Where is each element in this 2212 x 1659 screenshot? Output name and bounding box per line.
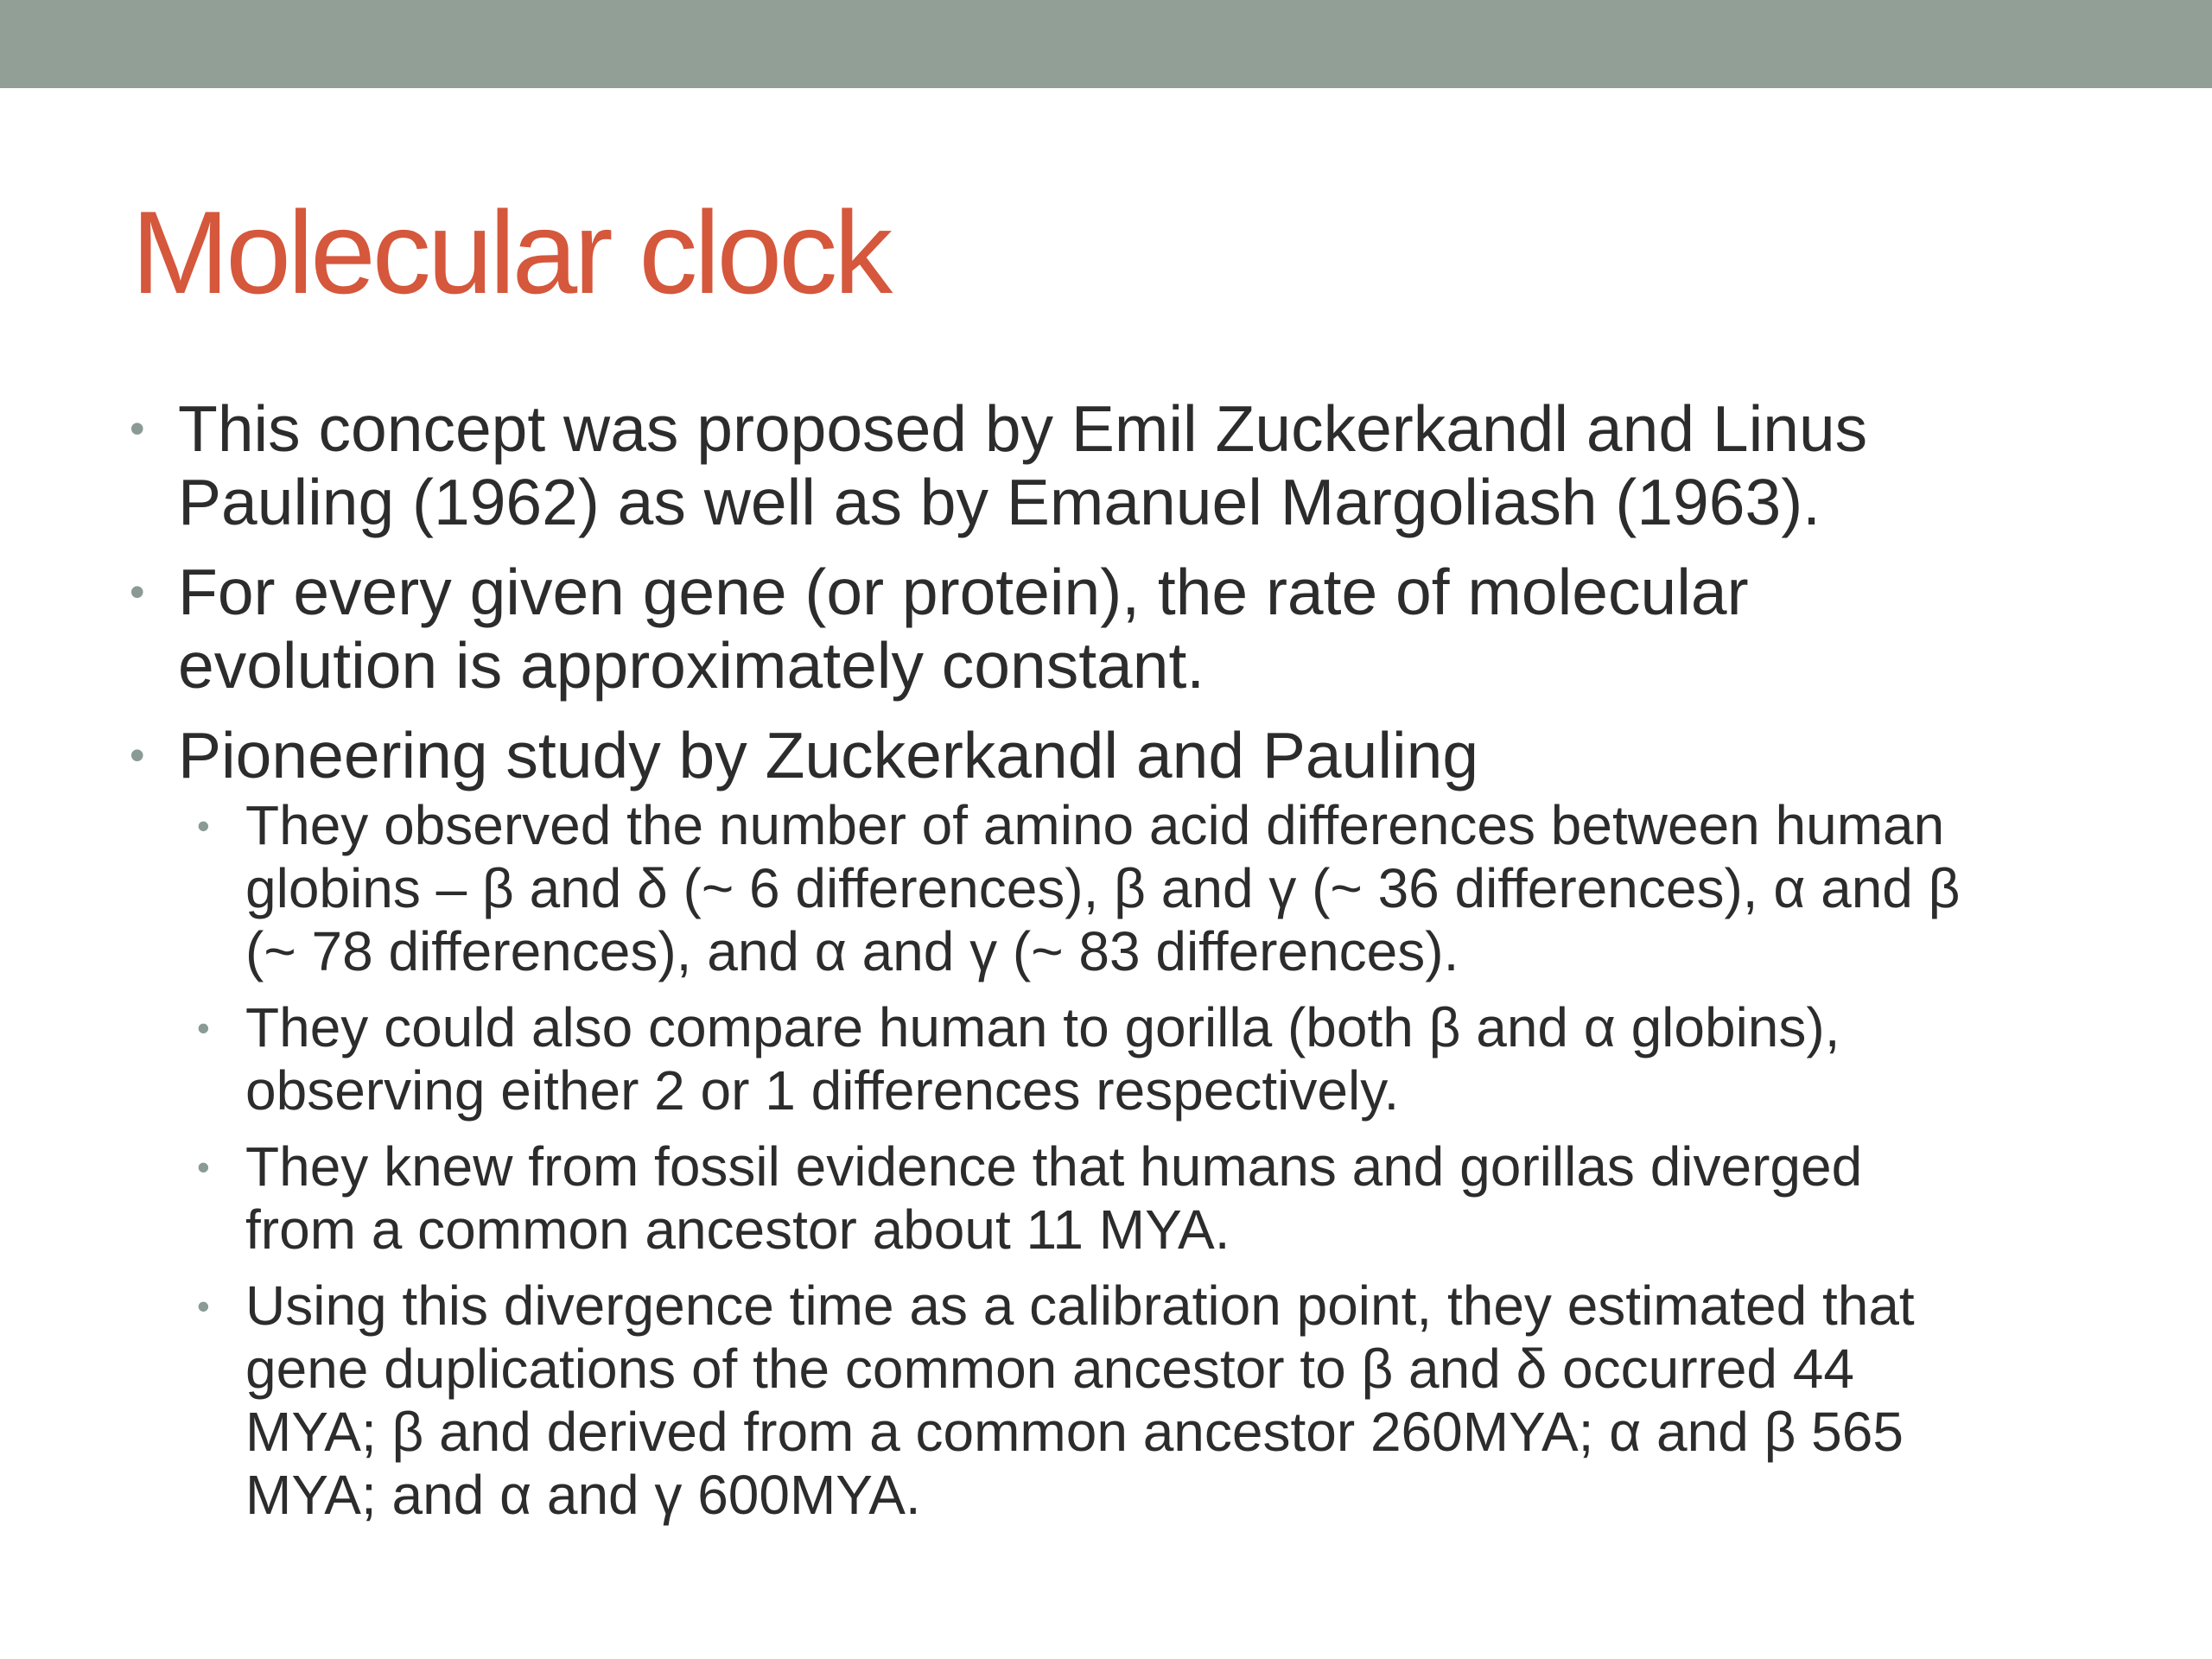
slide-title: Molecular clock <box>131 187 890 318</box>
sub-bullet-list <box>197 794 2117 1527</box>
sub-bullet-text-line: from a common ancestor about 11 MYA. <box>245 1198 1230 1261</box>
sub-bullet-text-line: MYA; and α and γ 600MYA. <box>245 1464 921 1526</box>
sub-bullet-text-line: They observed the number of amino acid differences between human <box>245 794 1945 856</box>
sub-bullet-item <box>197 1135 2117 1262</box>
sub-bullet-text-line: They knew from fossil evidence that humans and gorillas diverged <box>245 1135 1863 1198</box>
sub-bullet-item <box>197 1274 2117 1527</box>
bullet-item <box>130 556 2117 702</box>
bullet-dot-icon: • <box>130 404 145 453</box>
top-bar <box>0 0 2212 88</box>
sub-bullet-text-line: They could also compare human to gorilla (both β and α globins), <box>245 996 1840 1058</box>
sub-bullet-text-line: Using this divergence time as a calibration point, they estimated that <box>245 1274 1915 1337</box>
bullet-dot-icon: • <box>130 731 145 779</box>
sub-bullet-text-line: observing either 2 or 1 differences respectively. <box>245 1059 1400 1122</box>
sub-bullet-text-line: globins – β and δ (~ 6 differences), β and γ (~ 36 differences), α and β <box>245 857 1961 919</box>
bullet-dot-icon: • <box>197 1007 210 1048</box>
bullet-dot-icon: • <box>197 1286 210 1326</box>
bullet-item <box>130 392 2117 539</box>
bullet-dot-icon: • <box>130 568 145 616</box>
bullet-dot-icon: • <box>197 805 210 846</box>
bullet-text-line: For every given gene (or protein), the rate of molecular <box>178 556 1749 628</box>
bullet-item <box>130 719 2117 792</box>
sub-bullet-item <box>197 996 2117 1122</box>
bullet-text-line: Pioneering study by Zuckerkandl and Pauling <box>178 719 1479 791</box>
sub-bullet-text-line: MYA; β and derived from a common ancestor 260MYA; α and β 565 <box>245 1401 1904 1463</box>
sub-bullet-text-line: gene duplications of the common ancestor to β and δ occurred 44 <box>245 1338 1854 1400</box>
sub-bullet-text-line: (~ 78 differences), and α and γ (~ 83 differences). <box>245 920 1459 982</box>
sub-bullet-item <box>197 794 2117 983</box>
slide-body <box>130 392 2117 1540</box>
bullet-text-line: evolution is approximately constant. <box>178 629 1205 702</box>
bullet-text-line: Pauling (1962) as well as by Emanuel Margoliash (1963). <box>178 466 1821 538</box>
bullet-dot-icon: • <box>197 1147 210 1187</box>
bullet-text-line: This concept was proposed by Emil Zuckerkandl and Linus <box>178 392 1868 465</box>
